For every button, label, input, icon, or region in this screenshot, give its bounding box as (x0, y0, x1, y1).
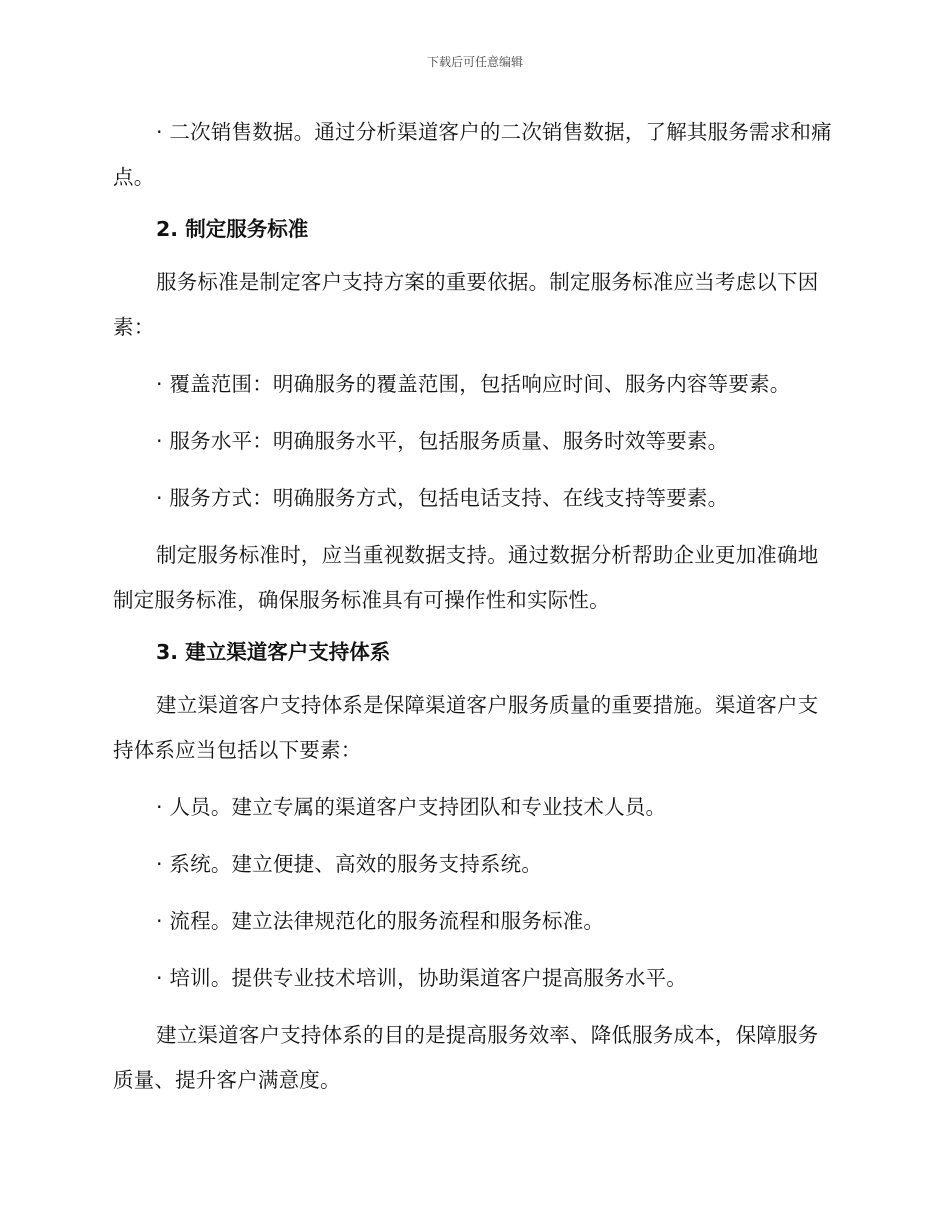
paragraph-data-support: 制定服务标准时，应当重视数据支持。通过数据分析帮助企业更加准确地制定服务标准，确保服务标准具有可操作性和实际性。 (113, 543, 819, 612)
page-header: 下载后可任意编辑 (426, 55, 523, 69)
document-body (113, 110, 838, 1103)
bullet-system: · 系统。建立便捷、高效的服务支持系统。 (156, 852, 543, 876)
paragraph-purpose: 建立渠道客户支持体系的目的是提高服务效率、降低服务成本，保障服务质量、提升客户满意度。 (113, 1023, 819, 1092)
paragraph-secondary-sales: · 二次销售数据。通过分析渠道客户的二次销售数据，了解其服务需求和痛点。 (113, 120, 832, 189)
bullet-coverage: · 覆盖范围：明确服务的覆盖范围，包括响应时间、服务内容等要素。 (156, 372, 791, 396)
paragraph-support-system: 建立渠道客户支持体系是保障渠道客户服务质量的重要措施。渠道客户支持体系应当包括以下要素： (113, 693, 819, 762)
bullet-process: · 流程。建立法律规范化的服务流程和服务标准。 (156, 909, 605, 933)
bullet-service-method: · 服务方式：明确服务方式，包括电话支持、在线支持等要素。 (156, 486, 729, 510)
bullet-service-level: · 服务水平：明确服务水平，包括服务质量、服务时效等要素。 (156, 429, 729, 453)
section-heading-3: 3. 建立渠道客户支持体系 (156, 640, 391, 664)
bullet-training: · 培训。提供专业技术培训，协助渠道客户提高服务水平。 (156, 966, 687, 990)
paragraph-service-standard: 服务标准是制定客户支持方案的重要依据。制定服务标准应当考虑以下因素： (113, 270, 819, 339)
bullet-personnel: · 人员。建立专属的渠道客户支持团队和专业技术人员。 (156, 795, 667, 819)
section-heading-2: 2. 制定服务标准 (156, 217, 309, 241)
